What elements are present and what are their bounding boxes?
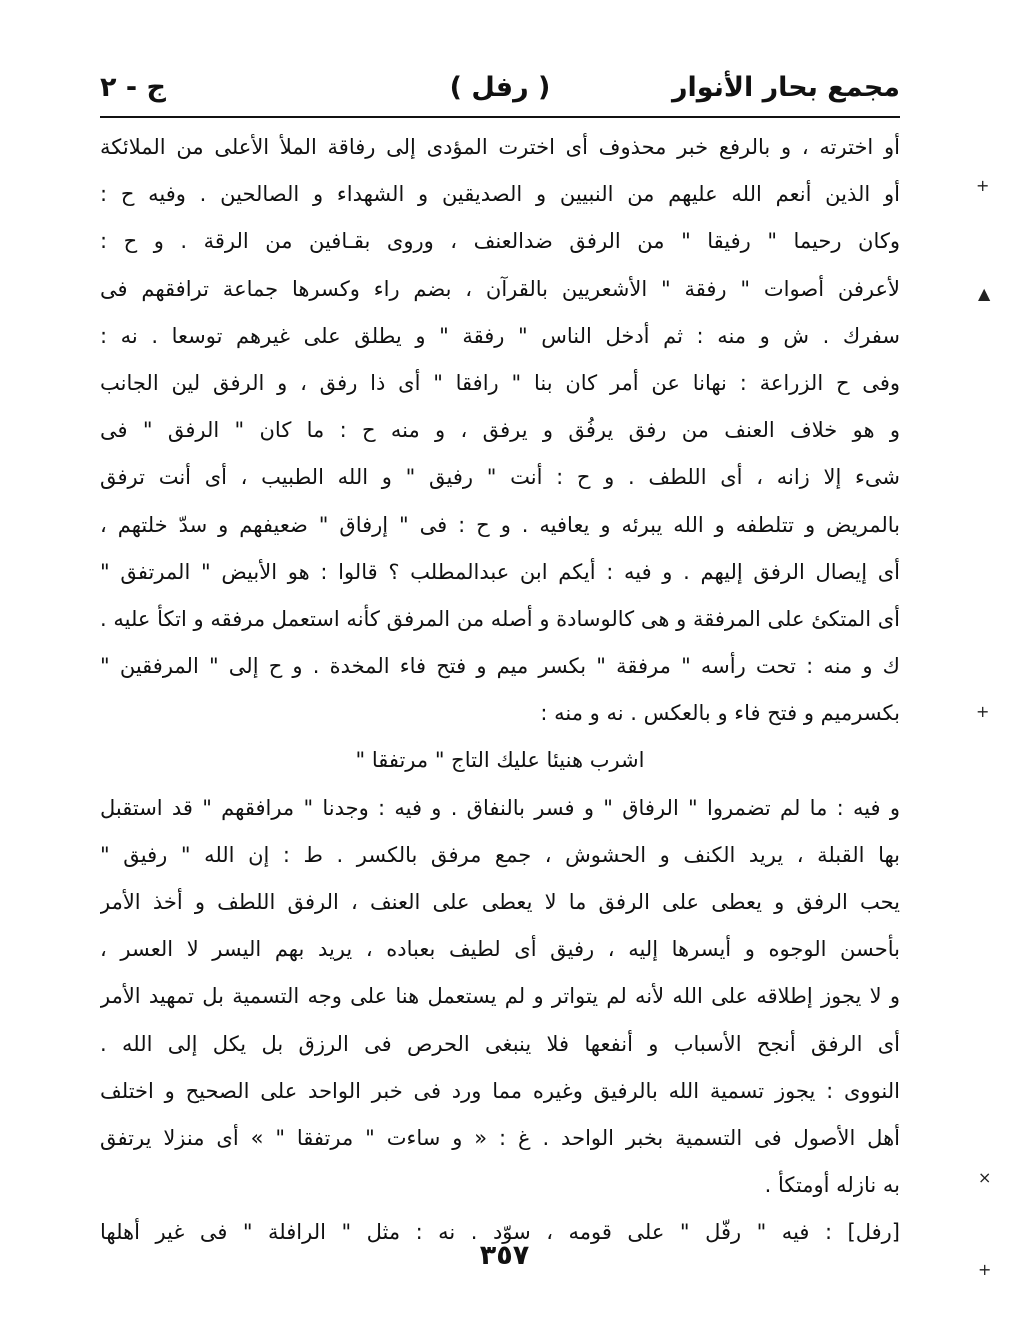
header-rule <box>100 116 900 118</box>
margin-mark-icon: + <box>978 1260 992 1279</box>
margin-mark-icon: × <box>978 1168 992 1187</box>
text-line: أى إيصال الرفق إليهم . و فيه : أيكم ابن عبدالمطلب ؟ قالوا : هو الأبيض " المرتفق " <box>100 559 900 584</box>
text-line: ك و منه : تحت رأسه " مرفقة " بكسر ميم و فتح فاء المخدة . و ح إلى " المرفقين " <box>100 654 900 679</box>
text-line: وفى ح الزراعة : نهانا عن أمر كان بنا " رافقا " أى ذا رفق ، و الرفق لين الجانب <box>100 370 900 395</box>
volume-number: ج - ٢ <box>100 72 166 103</box>
text-line: أو اخترته ، و بالرفع خبر محذوف أى اخترت المؤدى إلى رفاقة الملأ الأعلى من الملائكة <box>100 135 900 159</box>
book-title: مجمع بحار الأنوار <box>671 72 900 103</box>
text-line: سفرك . ش و منه : ثم أدخل الناس " رفقة " و يطلق على غيرهم توسعا . نه : <box>100 323 900 348</box>
text-line: شىء إلا زانه ، أى اللطف . و ح : أنت " رفيق " و الله الطبيب ، أى أنت ترفق <box>100 465 900 490</box>
text-line: بكسرميم و فتح فاء و بالعكس . نه و منه : <box>540 701 900 726</box>
text-line: و هو خلاف العنف من رفق يرفُق و يرفق ، و منه ح : ما كان " الرفق " فى <box>100 418 900 443</box>
margin-mark-icon: + <box>976 702 990 721</box>
verse-line: اشرب هنيئا عليك التاج " مرتفقا " <box>355 748 645 773</box>
text-line: بها القبلة ، يريد الكنف و الحشوش ، جمع مرفق بالكسر . ط : إن الله " رفيق " <box>100 842 900 867</box>
running-header <box>100 66 900 110</box>
page-number: ٣٥٧ <box>479 1240 530 1271</box>
text-line: أى الرفق أنجح الأسباب و أنفعها فلا ينبغى الحرص فى الرزق بل يكل إلى الله . <box>100 1031 900 1056</box>
entry-heading: ( رفل ) <box>449 72 551 103</box>
text-line: أو الذين أنعم الله عليهم من النبيين و الصديقين و الشهداء و الصالحين . وفيه ح : <box>100 182 900 207</box>
text-line: و لا يجوز إطلاقه على الله لأنه لم يتواتر و لم يستعمل هنا على وجه التسمية بل تمهيد الأمر <box>100 984 900 1009</box>
text-line: بأحسن الوجوه و أيسرها إليه ، رفيق أى لطيف بعباده ، يريد بهم اليسر لا العسر ، <box>100 937 900 962</box>
text-line: لأعرفن أصوات " رفقة " الأشعريين بالقرآن ، بضم راء وكسرها جماعة ترافقهم فى <box>100 276 900 301</box>
text-line: يحب الرفق و يعطى على الرفق ما لا يعطى على العنف ، الرفق اللطف و أخذ الأمر <box>100 890 900 914</box>
text-line: أهل الأصول فى التسمية بخبر الواحد . غ : « و ساءت " مرتفقا " » أى منزلا يرتفق <box>100 1125 900 1150</box>
text-line: بالمريض و تتلطفه و الله يبرئه و يعافيه . و ح : فى " إرفاق " ضعيفهم و سدّ خلتهم ، <box>100 512 900 537</box>
text-line: به نازله أومتكأ . <box>764 1173 900 1198</box>
margin-mark-icon: + <box>976 176 990 195</box>
text-line: [رفل] : فيه " رفّل " على قومه ، سوّد . نه : مثل " الرافلة " فى غير أهلها <box>100 1220 900 1245</box>
text-line: و فيه : ما لم تضمروا " الرفاق " و فسر بالنفاق . و فيه : وجدنا " مرافقهم " قد استقبل <box>100 795 900 820</box>
margin-mark-icon: ▲ <box>978 284 991 303</box>
text-line: أى المتكئ على المرفقة و هى كالوسادة و أصله من المرفق كأنه استعمل مرفقه و اتكأ عليه . <box>100 606 900 631</box>
text-line: النووى : يجوز تسمية الله بالرفيق وغيره مما ورد فى خبر الواحد على الصحيح و اختلف <box>100 1078 900 1103</box>
body-text <box>100 124 900 1257</box>
text-line: وكان رحيما " رفيقا " من الرفق ضدالعنف ، وروى بقـافين من الرقة . و ح : <box>100 229 900 254</box>
